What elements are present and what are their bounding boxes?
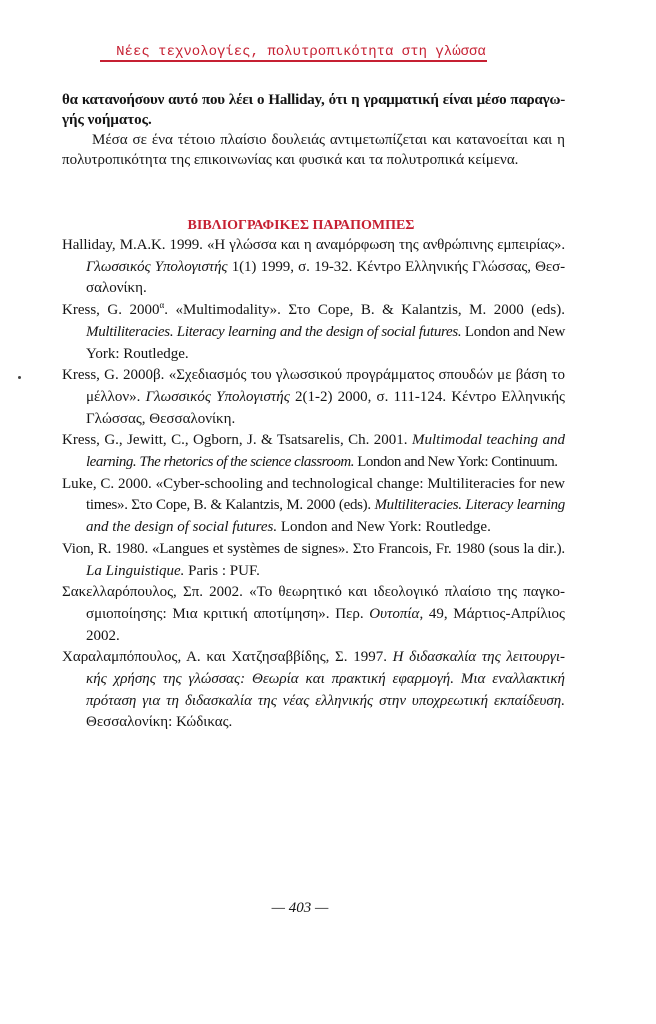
- reference-line: [62, 452, 565, 474]
- reference-source-title: learning. The rhetorics of the science classroom.: [86, 454, 354, 471]
- reference-line: [62, 387, 565, 409]
- reference-entry-vion-1980: [62, 539, 565, 582]
- reference-entry-charalampopoulos-1997: [62, 647, 565, 734]
- reference-line: [62, 235, 565, 257]
- reference-text: 1(1) 1999, σ. 19-32. Κέντρο Ελληνικής Γλώσσας, Θεσ-: [227, 258, 565, 275]
- page-number: — 403 —: [271, 900, 329, 916]
- reference-line: [62, 539, 565, 561]
- reference-text: , 49, Μάρτιος-Απρίλιος: [419, 605, 565, 622]
- reference-text: Kress, G. 2000: [62, 302, 160, 319]
- reference-line: [62, 517, 565, 539]
- reference-text: σαλονίκη.: [86, 280, 147, 297]
- reference-text: Halliday, M.A.K. 1999. «Η γλώσσα και η αναμόρφωση της ανθρώπινης εμπειρίας».: [62, 237, 565, 253]
- reference-line: [62, 300, 565, 322]
- reference-line: [62, 669, 565, 691]
- reference-source-title: Γλωσσικός Υπολογιστής: [86, 258, 228, 275]
- paragraph-line: Μέσα σε ένα τέτοιο πλαίσιο δουλειάς αντιμετωπίζεται και κατανοείται και η: [92, 132, 565, 148]
- reference-entry-kress-2000a: [62, 300, 565, 365]
- reference-source-title: Multimodal teaching and: [412, 432, 565, 449]
- bold-paragraph-line: θα κατανοήσουν αυτό που λέει ο Halliday, ότι η γραμματική είναι μέσο παραγω-: [62, 92, 565, 108]
- body-text: [62, 90, 565, 170]
- reference-text: Θεσσαλονίκη: Κώδικας.: [86, 714, 233, 731]
- reference-line: [62, 322, 565, 344]
- reference-line: [62, 647, 565, 669]
- reference-text: μέλλον».: [86, 388, 146, 405]
- reference-source-title: and the design of social futures.: [86, 519, 278, 536]
- running-header-rule: [100, 60, 487, 62]
- reference-entry-luke-2000: [62, 474, 565, 539]
- reference-entry-sakellaropoulos-2002: [62, 582, 565, 647]
- references-list: [62, 235, 565, 734]
- reference-text: Kress, G. 2000β. «Σχεδιασμός του γλωσσικού προγράμματος σπουδών με βάση το: [62, 367, 565, 384]
- reference-line: [62, 561, 565, 583]
- reference-line: [62, 365, 565, 387]
- bold-paragraph-line: γής νοήματος.: [62, 112, 152, 128]
- reference-text: Vion, R. 1980. «Langues et systèmes de signes». Στο Francois, Fr. 1980 (sous la dir.).: [62, 540, 565, 557]
- reference-source-title: Ουτοπία: [369, 605, 420, 622]
- reference-text: London and New York: Routledge.: [277, 519, 491, 536]
- reference-text: 2(1-2) 2000, σ. 111-124. Κέντρο Ελληνικής: [289, 388, 565, 405]
- reference-line: [62, 257, 565, 279]
- reference-text: London and New York: Continuum.: [353, 454, 558, 471]
- reference-superscript: α: [159, 300, 165, 311]
- reference-entry-kress-jewitt-2001: [62, 430, 565, 473]
- reference-entry-kress-2000b: [62, 365, 565, 430]
- reference-source-title: Multiliteracies. Literacy learning and the design of social futures.: [86, 323, 462, 340]
- reference-text: Χαραλαμπόπουλος, Α. και Χατζησαββίδης, Σ. 1997.: [62, 649, 393, 666]
- reference-line: [62, 344, 565, 366]
- reference-source-title: κής χρήσης της γλώσσας: Θεωρία και πρακτική εφαρμογή. Μια εναλλακτική: [86, 671, 565, 688]
- reference-text: Kress, G., Jewitt, C., Ogborn, J. & Tsatsarelis, Ch. 2001.: [62, 432, 412, 449]
- reference-text: London and New: [461, 323, 565, 340]
- reference-line: [62, 582, 565, 604]
- paragraph-line: πολυτροπικότητα της επικοινωνίας και φυσικά και τα πολυτροπικά κείμενα.: [62, 152, 519, 168]
- reference-line: [62, 474, 565, 496]
- running-header: Νέες τεχνολογίες, πολυτροπικότητα στη γλώσσα: [116, 44, 486, 60]
- reference-line: [62, 626, 565, 648]
- reference-text: Γλώσσας, Θεσσαλονίκη.: [86, 410, 236, 427]
- reference-text: Σακελλαρόπουλος, Σπ. 2002. «Το θεωρητικό και ιδεολογικό πλαίσιο της παγκο-: [62, 584, 565, 601]
- reference-text: 2002.: [86, 627, 120, 644]
- reference-source-title: Γλωσσικός Υπολογιστής: [145, 388, 290, 405]
- reference-source-title: Η διδασκαλία της λειτουργι-: [392, 649, 565, 666]
- reference-text: σμιοποίησης: Μια κριτική αποτίμηση». Περ.: [86, 605, 370, 622]
- reference-line: [62, 712, 565, 734]
- reference-text: York: Routledge.: [86, 345, 189, 362]
- reference-source-title: La Linguistique.: [86, 562, 185, 579]
- reference-entry-halliday-1999: [62, 235, 565, 300]
- reference-source-title: πρόταση για τη διδασκαλία της νέας ελληνικής στην υποχρεωτική εκπαίδευση.: [86, 692, 565, 709]
- reference-text: . «Multimodality». Στο Cope, B. & Kalantzis, M. 2000 (eds).: [164, 302, 565, 319]
- reference-line: [62, 430, 565, 452]
- reference-line: [62, 409, 565, 431]
- references-heading: ΒΙΒΛΙΟΓΡΑΦΙΚΕΣ ΠΑΡΑΠΟΜΠΕΣ: [187, 218, 415, 233]
- reference-text: Luke, C. 2000. «Cyber-schooling and technological change: Multiliteracies for new: [62, 475, 565, 492]
- reference-line: [62, 278, 565, 300]
- reference-text: Paris : PUF.: [184, 562, 260, 579]
- reference-source-title: Multiliteracies. Literacy learning: [374, 497, 565, 514]
- scan-speck: [18, 376, 21, 379]
- reference-line: [62, 604, 565, 626]
- reference-line: [62, 495, 565, 517]
- reference-line: [62, 691, 565, 713]
- reference-text: times». Στο Cope, B. & Kalantzis, M. 2000 (eds).: [86, 497, 375, 514]
